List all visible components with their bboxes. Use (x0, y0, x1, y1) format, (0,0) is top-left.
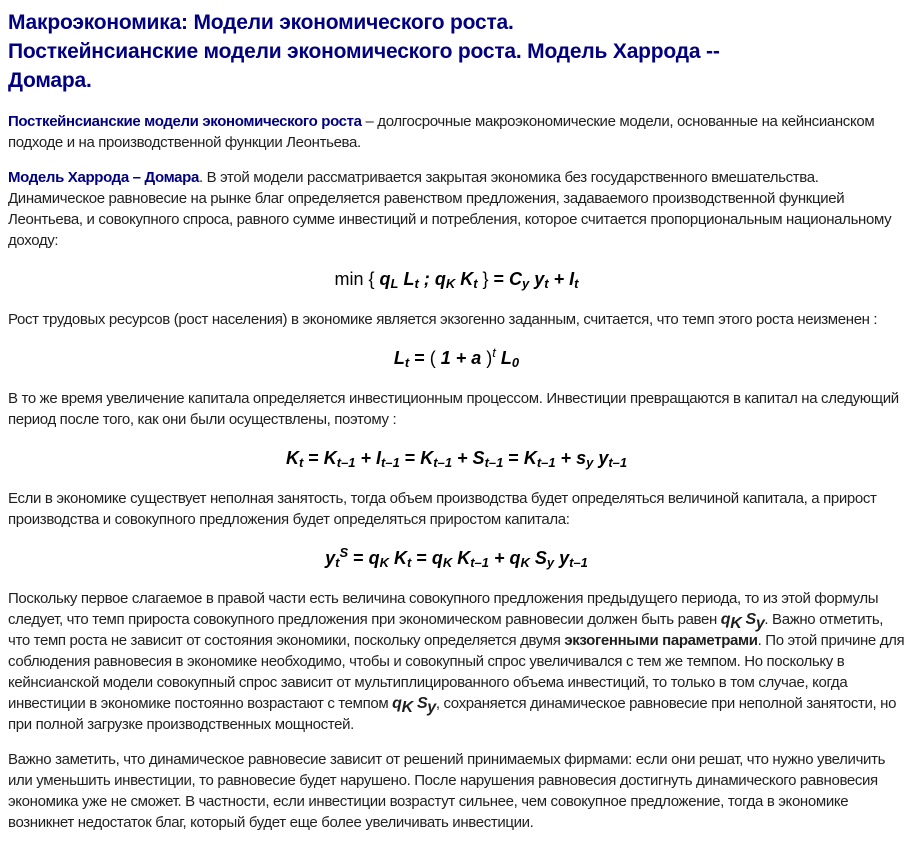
formula-leontief-demand-equality: min { $q_L$ $L_t$ ; $q_K$ $K_t$ } = $C_y$ $y_t + I_t$ (334, 269, 579, 292)
paragraph-underemployment-supply: Если в экономике существует неполная занятость, тогда объем производства будет определяться величиной капитала, а прирост производства и совокупного предложения будет определяться приростом капитала: (8, 490, 877, 528)
paragraph-capital-investment: В то же время увеличение капитала определяется инвестиционным процессом. Инвестиции превращаются в капитал на следующий период после того, как они были осуществлены, поэтому : (8, 390, 899, 428)
paragraph-labor-growth: Рост трудовых ресурсов (рост населения) в экономике является экзогенно заданным, считается, что темп этого роста неизменен : (8, 311, 878, 328)
page-title-line-1: Макроэкономика: Модели экономического роста. (8, 11, 514, 34)
paragraph-conclusion-firm-decisions: Важно заметить, что динамическое равновесие зависит от решений принимаемых фирмами: если они решат, что нужно увеличить или уменьшить инвестиции, то равновесие будет нарушено. После нарушения равновесия достигнуть динамического равновесия экономика уже не сможет. В частности, если инвестиции возрастут сильнее, чем совокупное предложение, тогда в экономике возникнет недостаток благ, который будет еще более увеличивать инвестиции. (8, 751, 886, 831)
formula-supply-growth: $y_t^S = q_K$ $K_t = q_K$ $K_{t-1} + q_K$ $S_y$ $y_{t-1}$ (325, 544, 588, 571)
page-title (8, 8, 905, 95)
document-page (8, 8, 905, 833)
page-title-line-2: Посткейнсианские модели экономического роста. Модель Харрода -- (8, 40, 720, 63)
formula-labor-growth: $L_t$ = ( 1 + a )$^t$ $L_0$ (393, 344, 520, 371)
page-title-line-3: Домара. (8, 69, 92, 92)
paragraph-postkeynesian-definition: Посткейнсианские модели экономического роста – долгосрочные макроэкономические модели, основанные на кейнсианском подходе и на производственной функции Леонтьева. (8, 113, 875, 151)
paragraph-equilibrium-growth-rate: Поскольку первое слагаемое в правой части есть величина совокупного предложения предыдущего периода, то из этой формулы следует, что темп прироста совокупного предложения при экономическом равновесии должен быть равен $q_K$ $S_y$. Важно отметить, что темп роста не зависит от состояния экономики, поскольку определяется двумя экзогенными параметрами. По этой причине для соблюдения равновесия в экономике необходимо, чтобы и совокупный спрос увеличивался с тем же темпом. Но поскольку в кейнсианской модели совокупный спрос зависит от мультиплицированного объема инвестиций, то только в том случае, когда инвестиции в экономике постоянно возрастают с темпом $q_K$ $S_y$, сохраняется динамическое равновесие при неполной занятости, но при полной загрузке производственных мощностей. (8, 590, 905, 733)
paragraph-harrod-domar-model: Модель Харрода – Домара. В этой модели рассматривается закрытая экономика без государственного вмешательства. Динамическое равновесие на рынке благ определяется равенством предложения, задаваемого производственной функцией Леонтьева, и совокупного спроса, равного сумме инвестиций и потребления, которое считается пропорциональным национальному доходу: (8, 169, 892, 249)
formula-capital-accumulation: $K_t = K_{t-1} + I_{t-1} = K_{t-1} + S_{t-1} = K_{t-1} + s_y$ $y_{t-1}$ (285, 448, 628, 471)
